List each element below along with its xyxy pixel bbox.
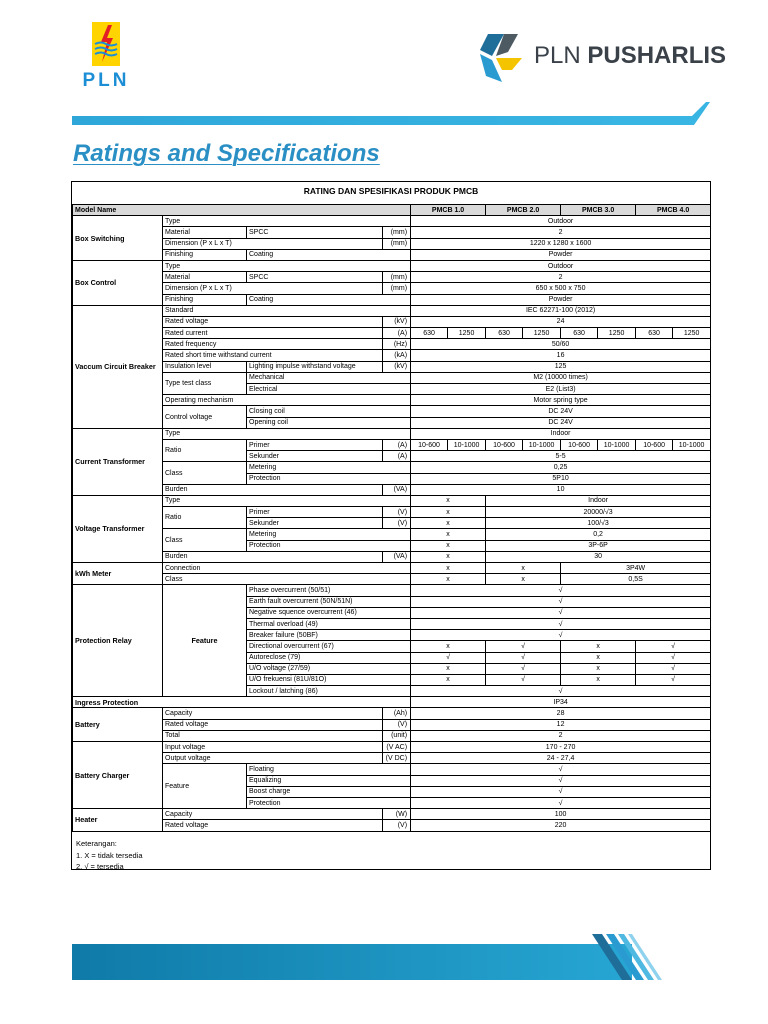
table-row (73, 406, 711, 417)
pusharlis-logo (478, 30, 727, 86)
value-cell: M2 (10000 times) (411, 372, 711, 383)
value-cell: 10-1000 (523, 439, 561, 450)
param-label: Connection (163, 563, 411, 574)
top-accent-slant (610, 100, 710, 125)
sub-label: Coating (247, 249, 411, 260)
sub-label: Primer (247, 439, 383, 450)
value-cell: 10-600 (636, 439, 673, 450)
param-label: Feature (163, 585, 247, 697)
table-row (73, 238, 711, 249)
param-label: Rated voltage (163, 316, 383, 327)
value-cell: 10-600 (486, 439, 523, 450)
bottom-accent-bar (72, 944, 632, 980)
value-cell: x (411, 663, 486, 674)
unit-label: (kV) (383, 361, 411, 372)
top-accent-bar (72, 116, 692, 125)
param-label: Capacity (163, 708, 383, 719)
table-row (73, 249, 711, 260)
value-cell: √ (411, 652, 486, 663)
sub-label: Coating (247, 294, 411, 305)
value-cell: √ (486, 652, 561, 663)
param-label: Total (163, 730, 383, 741)
unit-label: (V) (383, 820, 411, 831)
value-cell: x (411, 518, 486, 529)
table-row (73, 316, 711, 327)
param-label: Class (163, 574, 411, 585)
value-cell: √ (636, 652, 711, 663)
value-cell: √ (411, 764, 711, 775)
sub-label: Closing coil (247, 406, 411, 417)
model-name-label: Model Name (73, 205, 411, 216)
sub-label: Primer (247, 507, 383, 518)
group-label: Ingress Protection (73, 697, 411, 708)
value-cell: Outdoor (411, 216, 711, 227)
value-cell: x (411, 507, 486, 518)
param-label: Rated voltage (163, 719, 383, 730)
unit-label: (mm) (383, 238, 411, 249)
unit-label: (VA) (383, 551, 411, 562)
spec-table (72, 204, 711, 832)
table-header-row (73, 205, 711, 216)
param-label: Insulation level (163, 361, 247, 372)
group-label: Protection Relay (73, 585, 163, 697)
value-cell: 1250 (598, 328, 636, 339)
table-row (73, 395, 711, 406)
unit-label: (V) (383, 518, 411, 529)
sub-label: Equalizing (247, 775, 411, 786)
value-cell: 100/√3 (486, 518, 711, 529)
value-cell: 10 (411, 484, 711, 495)
value-cell: √ (411, 797, 711, 808)
unit-label: (V DC) (383, 753, 411, 764)
group-label: Box Switching (73, 216, 163, 261)
sub-label: Directional overcurrent (67) (247, 641, 411, 652)
sub-label: Negative squence overcurrent (46) (247, 607, 411, 618)
value-cell: 10-600 (561, 439, 598, 450)
value-cell: x (411, 540, 486, 551)
value-cell: 0,5S (561, 574, 711, 585)
value-cell: 2 (411, 272, 711, 283)
pusharlis-light-text: PLN (534, 42, 588, 69)
value-cell: 630 (561, 328, 598, 339)
param-label: Dimension (P x L x T) (163, 283, 383, 294)
value-cell: x (486, 574, 561, 585)
value-cell: 1250 (673, 328, 711, 339)
value-cell: Outdoor (411, 260, 711, 271)
param-label: Class (163, 462, 247, 484)
group-label: Battery Charger (73, 742, 163, 809)
table-row (73, 730, 711, 741)
model-header: PMCB 2.0 (486, 205, 561, 216)
unit-label: (Ah) (383, 708, 411, 719)
group-label: Voltage Transformer (73, 495, 163, 562)
table-row (73, 294, 711, 305)
pln-logo-text: PLN (82, 70, 130, 91)
value-cell: E2 (List3) (411, 384, 711, 395)
table-row (73, 507, 711, 518)
unit-label: (VA) (383, 484, 411, 495)
value-cell: IP34 (411, 697, 711, 708)
value-cell: √ (486, 663, 561, 674)
sub-label: Metering (247, 462, 411, 473)
value-cell: 50/60 (411, 339, 711, 350)
value-cell: 125 (411, 361, 711, 372)
value-cell: 10-1000 (448, 439, 486, 450)
value-cell: √ (636, 663, 711, 674)
value-cell: 30 (486, 551, 711, 562)
param-label: Material (163, 272, 247, 283)
value-cell: x (561, 641, 636, 652)
param-label: Output voltage (163, 753, 383, 764)
table-row (73, 563, 711, 574)
value-cell: Motor spring type (411, 395, 711, 406)
group-label: Current Transformer (73, 428, 163, 495)
value-cell: 28 (411, 708, 711, 719)
param-label: Type (163, 428, 411, 439)
value-cell: Powder (411, 249, 711, 260)
value-cell: 1220 x 1280 x 1600 (411, 238, 711, 249)
notes-line: 2. √ = tersedia (76, 862, 124, 871)
param-label: Rated voltage (163, 820, 383, 831)
sub-label: Opening coil (247, 417, 411, 428)
value-cell: √ (411, 596, 711, 607)
model-header: PMCB 3.0 (561, 205, 636, 216)
pln-logo (74, 22, 138, 92)
value-cell: Indoor (411, 428, 711, 439)
param-label: Burden (163, 551, 383, 562)
pusharlis-bold-text: PUSHARLIS (587, 42, 727, 69)
value-cell: 10-1000 (598, 439, 636, 450)
param-label: Finishing (163, 294, 247, 305)
value-cell: x (411, 674, 486, 685)
table-row (73, 272, 711, 283)
value-cell: 630 (636, 328, 673, 339)
notes-section (76, 838, 143, 873)
sub-label: SPCC (247, 272, 383, 283)
table-row (73, 753, 711, 764)
table-row (73, 484, 711, 495)
value-cell: 20000/√3 (486, 507, 711, 518)
sub-label: U/O frekuensi (81U/81O) (247, 674, 411, 685)
value-cell: √ (411, 786, 711, 797)
table-row (73, 742, 711, 753)
unit-label: (W) (383, 809, 411, 820)
param-label: Feature (163, 764, 247, 809)
param-label: Ratio (163, 507, 247, 529)
value-cell: √ (411, 607, 711, 618)
value-cell: 24 (411, 316, 711, 327)
table-row (73, 439, 711, 450)
model-header: PMCB 1.0 (411, 205, 486, 216)
value-cell: √ (486, 674, 561, 685)
sub-label: Autoreclose (79) (247, 652, 411, 663)
value-cell: DC 24V (411, 406, 711, 417)
param-label: Capacity (163, 809, 383, 820)
value-cell: DC 24V (411, 417, 711, 428)
value-cell: 170 - 270 (411, 742, 711, 753)
param-label: Type test class (163, 372, 247, 394)
sub-label: Sekunder (247, 518, 383, 529)
table-row (73, 361, 711, 372)
table-row (73, 305, 711, 316)
param-label: Material (163, 227, 247, 238)
unit-label: (A) (383, 439, 411, 450)
value-cell: x (411, 641, 486, 652)
unit-label: (mm) (383, 283, 411, 294)
unit-label: (unit) (383, 730, 411, 741)
table-row (73, 260, 711, 271)
param-label: Burden (163, 484, 383, 495)
value-cell: x (411, 574, 486, 585)
sub-label: U/O voltage (27/59) (247, 663, 411, 674)
value-cell: 5-5 (411, 451, 711, 462)
value-cell: 10-600 (411, 439, 448, 450)
param-label: Control voltage (163, 406, 247, 428)
table-row (73, 283, 711, 294)
pusharlis-logo-text (534, 42, 726, 70)
group-label: Battery (73, 708, 163, 742)
value-cell: 0,25 (411, 462, 711, 473)
value-cell: 650 x 500 x 750 (411, 283, 711, 294)
sub-label: Protection (247, 540, 411, 551)
pusharlis-mark-icon (478, 32, 528, 84)
table-row (73, 551, 711, 562)
group-label: Vaccum Circuit Breaker (73, 305, 163, 428)
value-cell: x (486, 563, 561, 574)
sub-label: Breaker failure (50BF) (247, 630, 411, 641)
table-row (73, 328, 711, 339)
table-row (73, 227, 711, 238)
unit-label: (V) (383, 507, 411, 518)
value-cell: 630 (411, 328, 448, 339)
table-row (73, 462, 711, 473)
group-label: Heater (73, 809, 163, 831)
table-row (73, 820, 711, 831)
unit-label: (kA) (383, 350, 411, 361)
value-cell: x (561, 674, 636, 685)
unit-label: (mm) (383, 272, 411, 283)
value-cell: 100 (411, 809, 711, 820)
table-row (73, 719, 711, 730)
value-cell: 1250 (448, 328, 486, 339)
value-cell: √ (411, 686, 711, 697)
value-cell: x (411, 551, 486, 562)
sub-label: Thermal overload (49) (247, 618, 411, 629)
value-cell: √ (486, 641, 561, 652)
sub-label: Mechanical (247, 372, 411, 383)
value-cell: √ (411, 630, 711, 641)
param-label: Type (163, 260, 411, 271)
pln-lightning-icon (92, 22, 120, 66)
notes-heading: Keterangan: (76, 839, 117, 848)
sub-label: Sekunder (247, 451, 383, 462)
table-row (73, 339, 711, 350)
sub-label: Lighting impulse withstand voltage (247, 361, 383, 372)
param-label: Dimension (P x L x T) (163, 238, 383, 249)
table-row (73, 350, 711, 361)
unit-label: (Hz) (383, 339, 411, 350)
sub-label: Phase overcurrent (50/51) (247, 585, 411, 596)
table-row (73, 708, 711, 719)
sub-label: Protection (247, 797, 411, 808)
value-cell: √ (636, 674, 711, 685)
table-row (73, 764, 711, 775)
param-label: Class (163, 529, 247, 551)
table-row (73, 529, 711, 540)
sub-label: Electrical (247, 384, 411, 395)
value-cell: √ (411, 618, 711, 629)
value-cell: 5P10 (411, 473, 711, 484)
group-label: kWh Meter (73, 563, 163, 585)
value-cell: 220 (411, 820, 711, 831)
table-row (73, 574, 711, 585)
value-cell: 1250 (523, 328, 561, 339)
value-cell: 24 - 27,4 (411, 753, 711, 764)
param-label: Input voltage (163, 742, 383, 753)
group-label: Box Control (73, 260, 163, 305)
sub-label: Protection (247, 473, 411, 484)
value-cell: 3P4W (561, 563, 711, 574)
unit-label: (A) (383, 328, 411, 339)
table-row (73, 495, 711, 506)
value-cell: 630 (486, 328, 523, 339)
sub-label: Floating (247, 764, 411, 775)
value-cell: √ (411, 585, 711, 596)
value-cell: IEC 62271-100 (2012) (411, 305, 711, 316)
value-cell: 2 (411, 227, 711, 238)
value-cell: √ (636, 641, 711, 652)
unit-label: (mm) (383, 227, 411, 238)
sub-label: Lockout / latching (86) (247, 686, 411, 697)
param-label: Rated current (163, 328, 383, 339)
param-label: Type (163, 216, 411, 227)
sub-label: Boost charge (247, 786, 411, 797)
value-cell: x (561, 663, 636, 674)
param-label: Standard (163, 305, 411, 316)
value-cell: 10-1000 (673, 439, 711, 450)
value-cell: x (561, 652, 636, 663)
param-label: Rated frequency (163, 339, 383, 350)
spec-table-title: RATING DAN SPESIFIKASI PRODUK PMCB (303, 186, 479, 196)
value-cell: 0,2 (486, 529, 711, 540)
value-cell: Powder (411, 294, 711, 305)
table-row (73, 428, 711, 439)
page-title: Ratings and Specifications (73, 140, 380, 167)
value-cell: x (411, 495, 486, 506)
table-row (73, 585, 711, 596)
unit-label: (A) (383, 451, 411, 462)
model-header: PMCB 4.0 (636, 205, 711, 216)
table-row (73, 372, 711, 383)
value-cell: 12 (411, 719, 711, 730)
value-cell: 3P-6P (486, 540, 711, 551)
value-cell: Indoor (486, 495, 711, 506)
param-label: Rated short time withstand current (163, 350, 383, 361)
spec-table-frame (71, 181, 711, 870)
notes-line: 1. X = tidak tersedia (76, 850, 143, 860)
param-label: Type (163, 495, 411, 506)
sub-label: Metering (247, 529, 411, 540)
sub-label: SPCC (247, 227, 383, 238)
value-cell: √ (411, 775, 711, 786)
unit-label: (V AC) (383, 742, 411, 753)
unit-label: (kV) (383, 316, 411, 327)
bottom-stripes-icon (590, 930, 670, 990)
table-row (73, 216, 711, 227)
unit-label: (V) (383, 719, 411, 730)
value-cell: 2 (411, 730, 711, 741)
value-cell: 16 (411, 350, 711, 361)
sub-label: Earth fault overcurrent (50N/51N) (247, 596, 411, 607)
table-row (73, 809, 711, 820)
table-row (73, 697, 711, 708)
param-label: Finishing (163, 249, 247, 260)
param-label: Ratio (163, 439, 247, 461)
value-cell: x (411, 529, 486, 540)
value-cell: x (411, 563, 486, 574)
param-label: Operating mechanism (163, 395, 411, 406)
